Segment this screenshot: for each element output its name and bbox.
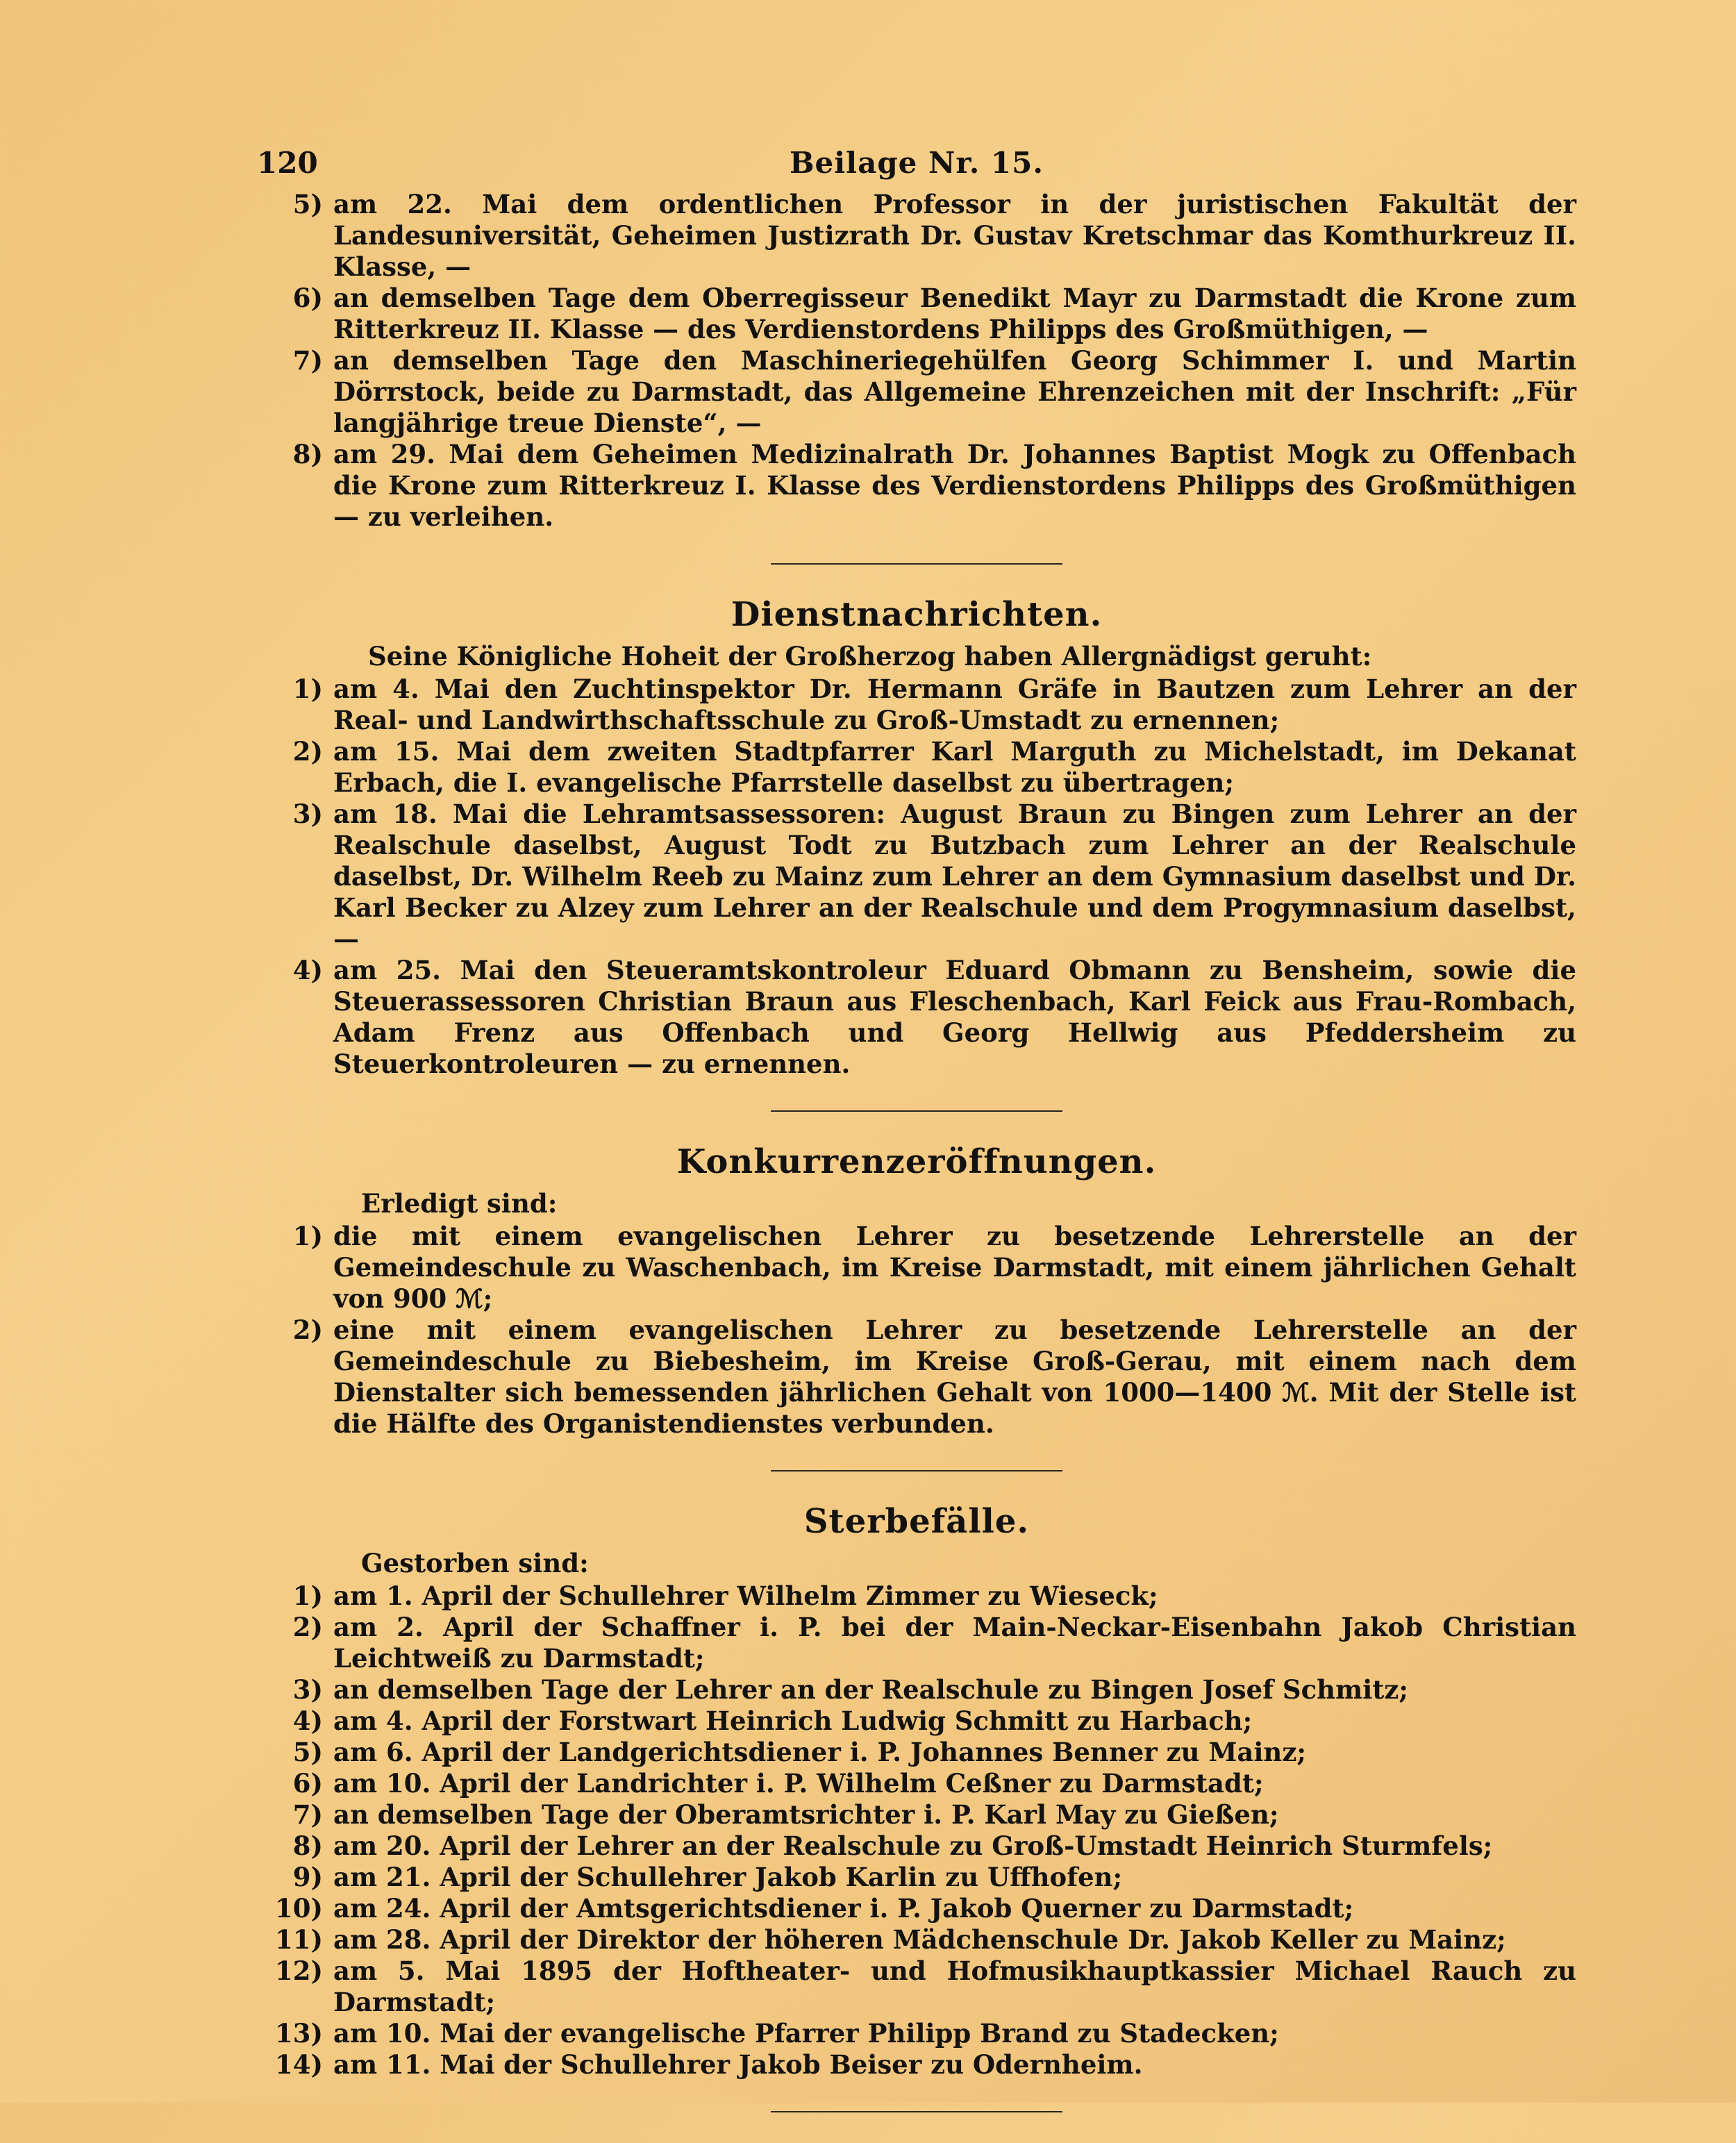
list-item: 4) am 4. April der Forstwart Heinrich Ludwig Schmitt zu Harbach;: [292, 1706, 1253, 1736]
list-item: 1) die mit einem evangelischen Lehrer zu besetzende Lehrerstelle an der Gemeindeschule zu Waschenbach, im Kreise Darmstadt, mit einem jährlichen Gehalt von 900 ℳ;: [292, 1221, 1576, 1314]
konkurs-list: [257, 1221, 1576, 1440]
list-item: 1) am 1. April der Schullehrer Wilhelm Zimmer zu Wieseck;: [292, 1581, 1158, 1611]
section-intro: Gestorben sind:: [361, 1548, 589, 1578]
list-item: 5) am 6. April der Landgerichtsdiener i. P. Johannes Benner zu Mainz;: [292, 1737, 1306, 1767]
list-item: 2) am 2. April der Schaffner i. P. bei der Main-Neckar-Eisenbahn Jakob Christian Leichtweiß zu Darmstadt;: [292, 1612, 1576, 1674]
list-item: 13) am 10. Mai der evangelische Pfarrer Philipp Brand zu Stadecken;: [275, 2018, 1279, 2049]
section-divider: [771, 1470, 1062, 1471]
page-number: 120: [257, 146, 318, 180]
list-item: 4) am 25. Mai den Steueramtskontroleur Eduard Obmann zu Bensheim, sowie die Steuerassessoren Christian Braun aus Fleschenbach, Karl Feick aus Frau-Rombach, Adam Frenz aus Offenbach und Georg Hellwig aus Pfeddersheim zu Steuerkontroleuren — zu ernennen.: [292, 955, 1576, 1079]
section-title-konkurrenzeroeffnungen: Konkurrenzeröffnungen.: [676, 1142, 1157, 1181]
list-item: 3) am 18. Mai die Lehramtsassessoren: August Braun zu Bingen zum Lehrer an der Realschule daselbst, August Todt zu Butzbach zum Lehrer an der Realschule daselbst, Dr. Wilhelm Reeb zu Mainz zum Lehrer an dem Gymnasium daselbst und Dr. Karl Becker zu Alzey zum Lehrer an der Realschule und dem Progymnasium daselbst, —: [292, 799, 1576, 954]
list-item: 10) am 24. April der Amtsgerichtsdiener i. P. Jakob Querner zu Darmstadt;: [275, 1893, 1354, 1924]
list-item: 7) an demselben Tage der Oberamtsrichter i. P. Karl May zu Gießen;: [292, 1799, 1279, 1830]
list-item: 2) eine mit einem evangelischen Lehrer zu besetzende Lehrerstelle an der Gemeindeschule zu Biebesheim, im Kreise Groß-Gerau, mit einem nach dem Dienstalter sich bemessenden jährlichen Gehalt von 1000—1400 ℳ. Mit der Stelle ist die Hälfte des Organistendienstes verbunden.: [292, 1315, 1576, 1439]
section-divider: [771, 2111, 1062, 2112]
list-item: 9) am 21. April der Schullehrer Jakob Karlin zu Uffhofen;: [292, 1862, 1123, 1892]
section-title-dienstnachrichten: Dienstnachrichten.: [731, 595, 1103, 634]
list-item: 8) am 29. Mai dem Geheimen Medizinalrath Dr. Johannes Baptist Mogk zu Offenbach die Krone zum Ritterkreuz I. Klasse des Verdienstordens Philipps des Großmüthigen — zu verleihen.: [292, 439, 1576, 532]
section-title-sterbefaelle: Sterbefälle.: [803, 1502, 1030, 1541]
top-list: [257, 189, 1576, 533]
list-item: 1) am 4. Mai den Zuchtinspektor Dr. Hermann Gräfe in Bautzen zum Lehrer an der Real- und Landwirthschaftsschule zu Groß-Umstadt zu ernennen;: [292, 674, 1576, 735]
section-intro: Seine Königliche Hoheit der Großherzog haben Allergnädigst geruht:: [368, 641, 1372, 672]
list-item: 3) an demselben Tage der Lehrer an der Realschule zu Bingen Josef Schmitz;: [292, 1674, 1409, 1705]
section-divider: [771, 1110, 1062, 1112]
list-item: 5) am 22. Mai dem ordentlichen Professor in der juristischen Fakultät der Landesuniversität, Geheimen Justizrath Dr. Gustav Kretschmar das Komthurkreuz II. Klasse, —: [292, 189, 1576, 282]
document-page: [257, 139, 1576, 2143]
section-divider: [771, 563, 1062, 565]
list-item: 12) am 5. Mai 1895 der Hoftheater- und Hofmusikhauptkassier Michael Rauch zu Darmstadt;: [275, 1956, 1576, 2017]
list-item: 6) am 10. April der Landrichter i. P. Wilhelm Ceßner zu Darmstadt;: [292, 1768, 1264, 1799]
list-item: 8) am 20. April der Lehrer an der Realschule zu Groß-Umstadt Heinrich Sturmfels;: [292, 1831, 1493, 1861]
list-item: 7) an demselben Tage den Maschineriegehülfen Georg Schimmer I. und Martin Dörrstock, beide zu Darmstadt, das Allgemeine Ehrenzeichen mit der Inschrift: „Für langjährige treue Dienste“, —: [292, 345, 1576, 438]
list-item: 2) am 15. Mai dem zweiten Stadtpfarrer Karl Marguth zu Michelstadt, im Dekanat Erbach, die I. evangelische Pfarrstelle daselbst zu übertragen;: [292, 736, 1576, 798]
dienst-list: [257, 674, 1576, 1080]
list-item: 6) an demselben Tage dem Oberregisseur Benedikt Mayr zu Darmstadt die Krone zum Ritterkreuz II. Klasse — des Verdienstordens Philipps des Großmüthigen, —: [292, 283, 1576, 344]
sterbe-list: [257, 1581, 1576, 2081]
list-item: 14) am 11. Mai der Schullehrer Jakob Beiser zu Odernheim.: [275, 2049, 1143, 2080]
list-item: 11) am 28. April der Direktor der höheren Mädchenschule Dr. Jakob Keller zu Mainz;: [275, 1924, 1506, 1955]
page-header: [257, 139, 1576, 187]
section-intro: Erledigt sind:: [361, 1188, 558, 1219]
page-title: Beilage Nr. 15.: [789, 146, 1044, 180]
